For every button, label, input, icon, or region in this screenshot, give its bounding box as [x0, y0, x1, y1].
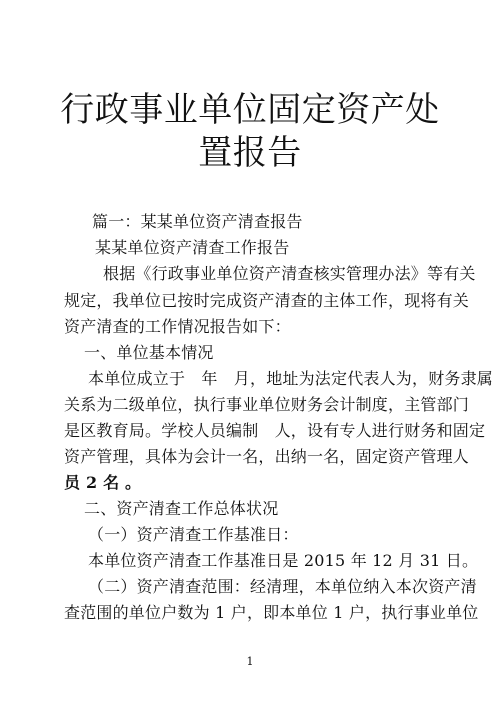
- paragraph-line: 资产管理，具体为会计一名，出纳一名，固定资产管理人: [64, 447, 470, 466]
- paragraph-line: 根据《行政事业单位资产清查核实管理办法》等有关: [103, 264, 476, 283]
- page-number: 1: [246, 655, 254, 668]
- paragraph-line: 查范围的单位户数为 1 户，即本单位 1 户，执行事业单位: [64, 603, 479, 622]
- paragraph-line: （二）资产清查范围：经清理，本单位纳入本次资产清: [88, 577, 477, 596]
- paragraph-line: 资产清查的工作情况报告如下：: [64, 317, 291, 336]
- section-heading: 一、单位基本情况: [84, 343, 214, 362]
- paragraph-line: 本单位资产清查工作基准日是 2015 年 12 月 31 日。: [88, 551, 479, 570]
- paragraph-line: 规定，我单位已按时完成资产清查的主体工作，现将有关: [64, 291, 470, 310]
- section-heading: 二、资产清查工作总体状况: [84, 499, 279, 518]
- subsection-heading: （一）资产清查工作基准日：: [88, 525, 299, 544]
- document-title-line-2: 置报告: [198, 133, 302, 173]
- report-subtitle: 某某单位资产清查工作报告: [95, 238, 290, 257]
- section-heading: 篇一：某某单位资产清查报告: [92, 212, 303, 231]
- paragraph-line: 关系为二级单位，执行事业单位财务会计制度，主管部门: [64, 395, 470, 414]
- paragraph-line: 本单位成立于 年 月，地址为法定代表人为，财务隶属: [88, 369, 494, 388]
- document-title-line-1: 行政事业单位固定资产处: [60, 90, 440, 130]
- paragraph-line: 员 2 名 。: [64, 473, 142, 492]
- paragraph-line: 是区教育局。学校人员编制 人，设有专人进行财务和固定: [64, 421, 486, 440]
